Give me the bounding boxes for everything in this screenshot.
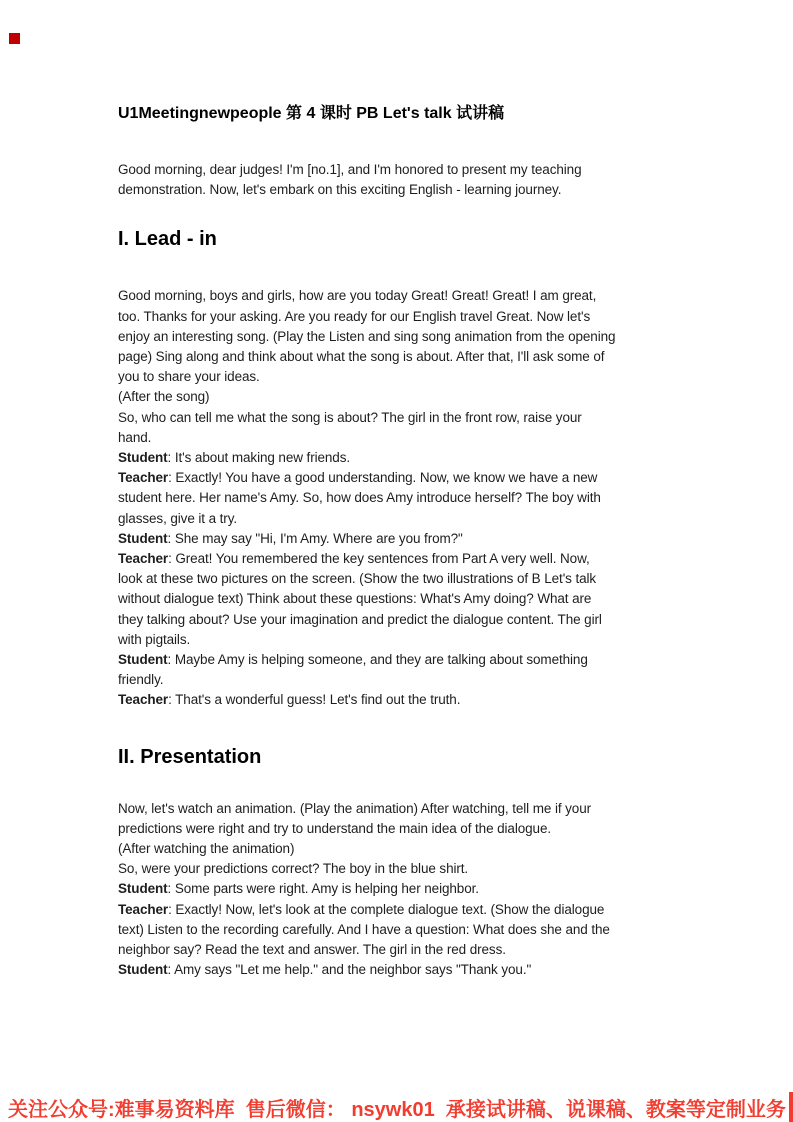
text-line: Student: Some parts were right. Amy is helping her neighbor. [118,881,479,897]
text-line: text) Listen to the recording carefully. And I have a question: What does she and the [118,921,610,937]
text-line: So, were your predictions correct? The boy in the blue shirt. [118,861,469,877]
text-line: hand. [118,429,152,445]
text-line: Now, let's watch an animation. (Play the animation) After watching, tell me if your [118,800,592,816]
text-line: So, who can tell me what the song is about? The girl in the front row, raise your [118,409,582,425]
text-line: look at these two pictures on the screen. (Show the two illustrations of B Let's talk [118,571,597,587]
text-line: Student: Maybe Amy is helping someone, and they are talking about something [118,652,588,668]
red-corner-marker [9,33,20,44]
text-line: you to share your ideas. [118,369,260,385]
text-line: with pigtails. [118,631,191,647]
paragraph-lead-in-body [118,286,680,710]
document-title: U1Meetingnewpeople 第 4 课时 PB Let's talk 试讲稿 [118,105,505,122]
footer-banner [0,1092,793,1122]
footer-promo-text: 关注公众号:难事易资料库 售后微信： nsywk01 承接试讲稿、说课稿、教案等定制业务 [8,1098,786,1121]
section-heading-2: II. Presentation [118,745,262,768]
text-line: Teacher: Exactly! You have a good understanding. Now, we know we have a new [118,470,598,486]
text-line: neighbor say? Read the text and answer. The girl in the red dress. [118,942,506,958]
text-line: predictions were right and try to understand the main idea of the dialogue. [118,820,552,836]
text-line: Teacher: Great! You remembered the key sentences from Part A very well. Now, [118,551,590,567]
text-line: page) Sing along and think about what the song is about. After that, I'll ask some of [118,349,605,365]
text-line: friendly. [118,672,164,688]
text-line: Student: She may say "Hi, I'm Amy. Where are you from?" [118,530,463,546]
text-line: Student: It's about making new friends. [118,450,351,466]
text-line: student here. Her name's Amy. So, how does Amy introduce herself? The boy with [118,490,601,506]
text-line: demonstration. Now, let's embark on this exciting English - learning journey. [118,182,562,198]
paragraph-presentation-body [118,799,680,981]
text-line: Student: Amy says "Let me help." and the neighbor says "Thank you." [118,962,532,978]
text-line: enjoy an interesting song. (Play the Listen and sing song animation from the opening [118,328,616,344]
text-line: they talking about? Use your imagination and predict the dialogue content. The girl [118,611,602,627]
text-line: glasses, give it a try. [118,510,237,526]
text-line: without dialogue text) Think about these questions: What's Amy doing? What are [118,591,592,607]
section-heading-1: I. Lead - in [118,228,217,251]
paragraph-intro [118,160,680,200]
text-line: (After watching the animation) [118,841,295,857]
text-line: Teacher: Exactly! Now, let's look at the complete dialogue text. (Show the dialogue [118,901,605,917]
text-line: Good morning, boys and girls, how are you today Great! Great! Great! I am great, [118,288,597,304]
text-line: Good morning, dear judges! I'm [no.1], and I'm honored to present my teaching [118,162,582,177]
text-line: Teacher: That's a wonderful guess! Let's find out the truth. [118,692,461,708]
text-line: too. Thanks for your asking. Are you ready for our English travel Great. Now let's [118,308,591,324]
document-body [118,0,680,981]
footer-right-bar [789,1092,793,1122]
text-line: (After the song) [118,389,210,405]
